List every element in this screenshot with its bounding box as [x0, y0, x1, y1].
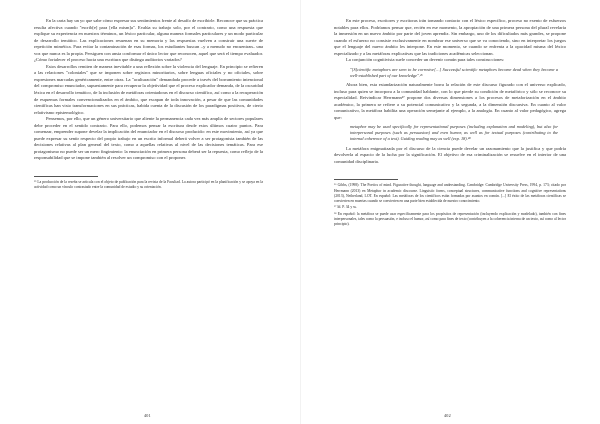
right-footnote-27: ²⁷ Id. P. 34 y ss. [334, 205, 357, 210]
left-footnote: ²⁵ La producción de la reseña se articula con el objeto de publicación para la revista de la Facultad. La autora participó en la planificación y se apoya en la actividad como un vínculo contrastado entre la comunidad de estudio y su orientación. [34, 180, 263, 190]
page-number-left: 401 [144, 413, 151, 418]
page-number-right: 402 [444, 413, 451, 418]
footnote-separator [34, 176, 98, 177]
right-paragraph-4: La metáfora enigmatizada por el discurso de la ciencia puede develar un razonamiento que la justifica y que podría devolverla al espacio de la lucha por la significación. El objetivo de esa criminalización se resuelve en el interior de una comunidad disciplinaria. [334, 145, 566, 164]
left-text-column [34, 18, 263, 191]
right-page [300, 0, 600, 424]
right-footnote-28: ²⁸ En español: la metáfora se puede usar específicamente para los propósitos de representación (incluyendo explicación y modelado), también con fines interpersonales, tales como la persuasión, e incluso el humor, así como para fines de texto (contribuyen a la coherencia interna de un texto, así como al lector principio). [334, 211, 566, 227]
right-paragraph-2: La conjunción cognitivista suele conceder un devenir común para tales construcciones: [346, 57, 505, 63]
right-paragraph-3: Ahora bien, esta estandarización naturalmente borra la relación de este discurso figurado con el universo explicado, incluso para quien se incorpora a la comunidad hablante, con lo que pierde su condición de metafórico y sólo se reconoce su especialidad. Reivindicar Herrmann²⁷ propone dos diversas dimensiones a los procesos de metaforización en el ámbito académico, la primera se refiere a su potencial comunicativo y la segunda, a la dimensión discursiva. En cuanto al valor comunicativo, la metáfora habilita una operación semejante al ejemplo, a la analogía. En cuanto al valor pedagógico, agrega que: [334, 82, 566, 120]
left-paragraph-1: En la carta hay un yo que sabe cómo expresar sus sentimientos frente al desafío de escribirle. Reconoce que su práctica resulta afectiva cuando "escrib[e] para [ella mism]a". Evalúa su trabajo solo, por el contrario, como una respuesta que explique su experiencia en nuestros términos, un léxico particular, alguna manera formales particulares y un modo particular de desarrollo temático. Las explicaciones resuenan en su memoria y las respuestas vuelven a construir una suerte de repetición mimética. Para evitar la contaminación de esas formas, los estudiantes buscan –y a menudo no encuentran– una voz que nunca es la propia. Persiguen con ansia conformar el único lector que reconocen, aquel que será el tiempo evaluador. ¿Cómo fortalecer el proceso hacia una escritura que distinga auditorios variados? [34, 18, 263, 63]
left-paragraph-3: Pensemos, por ello, que un género universitario que aliente la permanencia cada vez más amplia de sectores populares debe proceder en el sentido contrario. Para ello, podemos pensar la escritura desde estos últimos cuatro puntos. Para comenzar, emprender supone develar la implicación del enunciador en el discurso producido: en este movimiento, así ya que puede expresar su sentir respecto del propio trabajo en un escrito informal deberá volver a ser protagonista también de las decisiones relativas al plan general del texto, como a aquellas relativas al nivel de las decisiones temáticas. Para ese protagonismo no puede ser un mero fingimiento: la enunciación en primera persona deberá ser la repuesta, como reflejo de la responsabilidad que se impone también al resolver un compromiso con el proponer. [34, 116, 263, 161]
left-paragraph-2: Estos desarrollos remiten de manera inevitable a una reflexión sobre la violencia del lenguaje. En principio se refieren a las relaciones "coloniales" que se imponen sobre registros minoritarios, sobre lenguas oficiales y no oficiales, sobre expresiones marcadas genéricamente, entre otras. La "aculturación" demandada procede a través del borramiento intencional del compromiso enunciador, supuestamente para recuperar la objetividad que el proceso explicador demanda, de la oscuridad léxica en el desarrollo temático, de la inclusión de metáforas orientadoras en el discurso científico, así como a la recuperación de esquemas formales convencionalizados en el ámbito, que escapan de toda innovación, a pesar de que las comunidades científicas han visto transformaciones en sus prácticas, habida cuenta de la discusión de los paradigmas positivos, de cierto relativismo epistemológico. [34, 63, 263, 115]
footnote-separator [334, 179, 398, 180]
right-footnote-26: ²⁶ Gibbs, (1998): The Poetics of mind. Figurative thought, language and understanding. Cambridge: Cambridge University Press, 1994, p. 173; citado por Herrmann (2013) en Metaphor in academic discourse. Linguistic forms, conceptual structures, communicative functions and cognitive representations (2013), Netherland, LOT. En español: Las metáforas de los científicos están formadas por asuntos en común. [...] El éxito de las metáforas científicas se convierten en muertas cuando se convierten en una parte bien establecida de nuestro conocimiento. [334, 183, 566, 204]
right-text-column [334, 18, 566, 228]
block-quote-1: "[S]cientific metaphors are seen to be corrosive[…] Successful scientific metaphors become dead when they become a well-established part of our knowledge".²⁶ [350, 66, 558, 78]
right-paragraph-1: En este proceso, escritores y escritoras irán tomando contacto con el léxico específico, proceso no exento de esfuerzos notables para ellos. Podríamos pensar que, recién en ese momento, la apropiación de una primera persona del plural revelaría la inmersión en un nuevo ámbito por parte del joven aprendiz. Sin embargo, uno de los dificultados más grandes, se propone cuando el esfuerzo no consiste exclusivamente en nombrar ese universo que se va conociendo, sino en interpretar los juegos que el lenguaje del nuevo ámbito les interpone. En este momento, se cuando se enfrenta a la opacidad misma del léxico especializado y a las metáforas explicativas que las tradiciones académicas seleccionan. [334, 18, 566, 56]
block-quote-2: metaphor may be used specifically for representational purposes (including explanation and modeling), but also for interpersonal purposes (such as persuasion) and even humor, as well as for textual purposes (contributing to the internal coherence of a text). Guiding reading may as well (exp. 18).²⁸ [350, 124, 558, 142]
